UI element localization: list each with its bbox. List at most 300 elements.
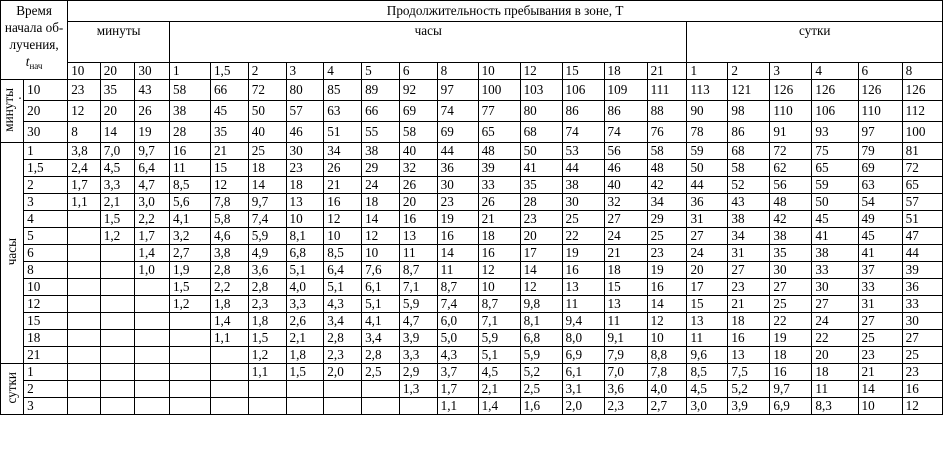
value-cell: 5,6: [170, 194, 211, 211]
value-cell: 2,5: [520, 381, 562, 398]
value-cell: 22: [770, 313, 812, 330]
value-cell: 36: [687, 194, 728, 211]
value-cell: 2,8: [210, 262, 248, 279]
value-cell: 30: [286, 143, 324, 160]
value-cell: 58: [399, 122, 437, 143]
value-cell: 45: [858, 228, 902, 245]
value-cell: [100, 245, 135, 262]
value-cell: 8,3: [812, 398, 858, 415]
value-cell: 44: [437, 143, 478, 160]
value-cell: 78: [687, 122, 728, 143]
value-cell: 9,7: [248, 194, 286, 211]
value-cell: 7,8: [647, 364, 687, 381]
value-cell: 24: [812, 313, 858, 330]
value-cell: 11: [399, 245, 437, 262]
value-cell: 44: [687, 177, 728, 194]
value-cell: 1,7: [68, 177, 101, 194]
value-cell: 126: [902, 80, 942, 101]
value-cell: 1,1: [248, 364, 286, 381]
value-cell: 72: [902, 160, 942, 177]
start-time-cell: 21: [24, 347, 68, 364]
value-cell: 31: [858, 296, 902, 313]
hour-col-header: 6: [399, 63, 437, 80]
value-cell: [170, 364, 211, 381]
value-cell: 13: [604, 296, 647, 313]
value-cell: 48: [647, 160, 687, 177]
value-cell: 113: [687, 80, 728, 101]
value-cell: 4,5: [478, 364, 520, 381]
start-time-cell: 18: [24, 330, 68, 347]
minute-col-header: 20: [100, 63, 135, 80]
value-cell: 12: [902, 398, 942, 415]
start-time-cell: 3: [24, 398, 68, 415]
value-cell: 1,3: [399, 381, 437, 398]
value-cell: 80: [520, 101, 562, 122]
value-cell: 35: [100, 80, 135, 101]
value-cell: [68, 330, 101, 347]
value-cell: 8,5: [324, 245, 362, 262]
start-time-cell: 15: [24, 313, 68, 330]
value-cell: [210, 381, 248, 398]
value-cell: 2,0: [324, 364, 362, 381]
value-cell: 65: [902, 177, 942, 194]
value-cell: 23: [286, 160, 324, 177]
value-cell: 97: [858, 122, 902, 143]
hours-group-header: часы: [170, 22, 687, 63]
value-cell: 2,9: [399, 364, 437, 381]
value-cell: 1,1: [210, 330, 248, 347]
value-cell: 1,5: [100, 211, 135, 228]
row-group-mark: .: [18, 86, 22, 102]
value-cell: 6,0: [437, 313, 478, 330]
value-cell: 20: [812, 347, 858, 364]
value-cell: [362, 398, 400, 415]
value-cell: 16: [399, 211, 437, 228]
value-cell: 9,8: [520, 296, 562, 313]
value-cell: 59: [812, 177, 858, 194]
value-cell: 13: [562, 279, 604, 296]
value-cell: 106: [812, 101, 858, 122]
table-row: [1, 364, 943, 381]
value-cell: 27: [604, 211, 647, 228]
value-cell: 1,5: [170, 279, 211, 296]
value-cell: [135, 330, 170, 347]
table-row: [1, 330, 943, 347]
start-time-cell: 30: [24, 122, 68, 143]
value-cell: 20: [687, 262, 728, 279]
value-cell: 11: [170, 160, 211, 177]
table-row: [1, 313, 943, 330]
table-row: [1, 262, 943, 279]
value-cell: 81: [902, 143, 942, 160]
value-cell: 23: [728, 279, 770, 296]
value-cell: 6,8: [520, 330, 562, 347]
value-cell: 26: [324, 160, 362, 177]
value-cell: 97: [437, 80, 478, 101]
value-cell: 18: [812, 364, 858, 381]
value-cell: [135, 313, 170, 330]
value-cell: 2,1: [478, 381, 520, 398]
value-cell: 2,3: [604, 398, 647, 415]
value-cell: 41: [858, 245, 902, 262]
value-cell: 68: [520, 122, 562, 143]
value-cell: 16: [478, 245, 520, 262]
hour-col-header: 18: [604, 63, 647, 80]
value-cell: 30: [812, 279, 858, 296]
value-cell: 5,1: [478, 347, 520, 364]
value-cell: 34: [728, 228, 770, 245]
value-cell: 91: [770, 122, 812, 143]
value-cell: [170, 313, 211, 330]
start-time-cell: 1: [24, 364, 68, 381]
value-cell: 4,3: [324, 296, 362, 313]
value-cell: 4,0: [286, 279, 324, 296]
value-cell: 23: [68, 80, 101, 101]
value-cell: [286, 381, 324, 398]
day-col-header: 6: [858, 63, 902, 80]
value-cell: 12: [520, 279, 562, 296]
value-cell: 90: [687, 101, 728, 122]
value-cell: 1,4: [210, 313, 248, 330]
value-cell: 23: [520, 211, 562, 228]
value-cell: 18: [728, 313, 770, 330]
value-cell: 6,1: [562, 364, 604, 381]
value-cell: 14: [437, 245, 478, 262]
value-cell: 3,3: [399, 347, 437, 364]
value-cell: 16: [647, 279, 687, 296]
table-row: [1, 296, 943, 313]
value-cell: 1,5: [248, 330, 286, 347]
value-cell: 18: [770, 347, 812, 364]
value-cell: 3,7: [437, 364, 478, 381]
value-cell: [210, 364, 248, 381]
value-cell: 8,7: [478, 296, 520, 313]
value-cell: 42: [647, 177, 687, 194]
value-cell: [100, 398, 135, 415]
value-cell: 9,1: [604, 330, 647, 347]
value-cell: 5,2: [728, 381, 770, 398]
value-cell: 38: [170, 101, 211, 122]
value-cell: 15: [687, 296, 728, 313]
value-cell: 2,3: [248, 296, 286, 313]
value-cell: 3,3: [286, 296, 324, 313]
hour-col-header: 4: [324, 63, 362, 80]
value-cell: [68, 262, 101, 279]
value-cell: [324, 398, 362, 415]
start-time-cell: 1: [24, 143, 68, 160]
value-cell: 16: [728, 330, 770, 347]
value-cell: 80: [286, 80, 324, 101]
value-cell: 21: [604, 245, 647, 262]
value-cell: 38: [362, 143, 400, 160]
value-cell: 63: [324, 101, 362, 122]
value-cell: 52: [728, 177, 770, 194]
value-cell: 4,7: [399, 313, 437, 330]
value-cell: [100, 364, 135, 381]
value-cell: [170, 330, 211, 347]
value-cell: 100: [902, 122, 942, 143]
minute-col-header: 10: [68, 63, 101, 80]
value-cell: 31: [687, 211, 728, 228]
value-cell: 2,8: [362, 347, 400, 364]
value-cell: 23: [858, 347, 902, 364]
value-cell: 5,2: [520, 364, 562, 381]
value-cell: [68, 398, 101, 415]
start-time-header-line: Время: [16, 3, 52, 18]
value-cell: 86: [604, 101, 647, 122]
value-cell: 126: [770, 80, 812, 101]
value-cell: 26: [399, 177, 437, 194]
start-time-symbol-letter: t: [25, 54, 30, 69]
value-cell: 7,1: [399, 279, 437, 296]
value-cell: 9,7: [135, 143, 170, 160]
value-cell: 23: [902, 364, 942, 381]
value-cell: 49: [858, 211, 902, 228]
value-cell: 43: [728, 194, 770, 211]
value-cell: 121: [728, 80, 770, 101]
value-cell: 5,1: [362, 296, 400, 313]
value-cell: 8: [68, 122, 101, 143]
value-cell: 37: [858, 262, 902, 279]
value-cell: 10: [286, 211, 324, 228]
value-cell: 13: [286, 194, 324, 211]
value-cell: 69: [858, 160, 902, 177]
value-cell: 5,0: [437, 330, 478, 347]
day-col-header: 4: [812, 63, 858, 80]
value-cell: 6,9: [770, 398, 812, 415]
value-cell: [68, 381, 101, 398]
table-row: [1, 80, 943, 101]
value-cell: 10: [362, 245, 400, 262]
value-cell: 5,1: [324, 279, 362, 296]
minutes-group-header: минуты: [68, 22, 170, 63]
value-cell: 1,2: [248, 347, 286, 364]
value-cell: 16: [437, 228, 478, 245]
value-cell: 7,9: [604, 347, 647, 364]
value-cell: 63: [858, 177, 902, 194]
value-cell: 3,4: [324, 313, 362, 330]
value-cell: 10: [478, 279, 520, 296]
value-cell: 35: [520, 177, 562, 194]
value-cell: 2,2: [210, 279, 248, 296]
value-cell: 20: [399, 194, 437, 211]
value-cell: 111: [647, 80, 687, 101]
value-cell: 51: [902, 211, 942, 228]
value-cell: 66: [362, 101, 400, 122]
value-cell: 12: [362, 228, 400, 245]
value-cell: 46: [604, 160, 647, 177]
value-cell: [210, 398, 248, 415]
value-cell: 26: [478, 194, 520, 211]
value-cell: 85: [324, 80, 362, 101]
table-row: [1, 211, 943, 228]
value-cell: [399, 398, 437, 415]
value-cell: 7,4: [437, 296, 478, 313]
start-time-symbol-subscript: нач: [29, 61, 43, 71]
value-cell: 7,0: [100, 143, 135, 160]
value-cell: 15: [210, 160, 248, 177]
value-cell: 1,2: [170, 296, 211, 313]
value-cell: [68, 364, 101, 381]
value-cell: [135, 296, 170, 313]
value-cell: 6,4: [324, 262, 362, 279]
value-cell: 5,1: [286, 262, 324, 279]
value-cell: 27: [770, 279, 812, 296]
value-cell: 112: [902, 101, 942, 122]
start-time-cell: 10: [24, 80, 68, 101]
value-cell: 8,0: [562, 330, 604, 347]
value-cell: 23: [437, 194, 478, 211]
value-cell: 28: [170, 122, 211, 143]
value-cell: 19: [135, 122, 170, 143]
value-cell: 27: [812, 296, 858, 313]
value-cell: 1,0: [135, 262, 170, 279]
value-cell: 5,9: [520, 347, 562, 364]
value-cell: 3,0: [135, 194, 170, 211]
value-cell: 32: [604, 194, 647, 211]
value-cell: 50: [687, 160, 728, 177]
value-cell: 14: [647, 296, 687, 313]
value-cell: 24: [687, 245, 728, 262]
value-cell: 11: [562, 296, 604, 313]
value-cell: 88: [647, 101, 687, 122]
value-cell: 69: [399, 101, 437, 122]
start-time-cell: 2: [24, 381, 68, 398]
value-cell: 45: [812, 211, 858, 228]
value-cell: 4,7: [135, 177, 170, 194]
value-cell: 3,8: [210, 245, 248, 262]
start-time-symbol: [4, 53, 64, 75]
value-cell: 57: [902, 194, 942, 211]
value-cell: 51: [324, 122, 362, 143]
day-col-header: 8: [902, 63, 942, 80]
value-cell: 11: [604, 313, 647, 330]
value-cell: 6,4: [135, 160, 170, 177]
value-cell: 2,8: [248, 279, 286, 296]
value-cell: 42: [770, 211, 812, 228]
value-cell: 1,1: [68, 194, 101, 211]
table-row: [1, 143, 943, 160]
value-cell: [170, 381, 211, 398]
hour-col-header: 8: [437, 63, 478, 80]
value-cell: 20: [520, 228, 562, 245]
value-cell: 25: [858, 330, 902, 347]
value-cell: 10: [647, 330, 687, 347]
value-cell: 2,5: [362, 364, 400, 381]
row-group-label: [1, 80, 24, 143]
day-col-header: 2: [728, 63, 770, 80]
value-cell: 32: [399, 160, 437, 177]
table-row: [1, 279, 943, 296]
value-cell: 25: [647, 228, 687, 245]
value-cell: 5,9: [478, 330, 520, 347]
value-cell: 76: [647, 122, 687, 143]
value-cell: 4,6: [210, 228, 248, 245]
value-cell: [100, 313, 135, 330]
value-cell: [135, 364, 170, 381]
value-cell: 18: [248, 160, 286, 177]
value-cell: 27: [728, 262, 770, 279]
value-cell: 47: [902, 228, 942, 245]
value-cell: 7,5: [728, 364, 770, 381]
value-cell: 1,8: [248, 313, 286, 330]
hour-col-header: 10: [478, 63, 520, 80]
value-cell: 53: [562, 143, 604, 160]
value-cell: 48: [478, 143, 520, 160]
value-cell: [68, 347, 101, 364]
value-cell: 20: [100, 101, 135, 122]
value-cell: 11: [437, 262, 478, 279]
value-cell: 35: [210, 122, 248, 143]
value-cell: 92: [399, 80, 437, 101]
value-cell: 6,8: [286, 245, 324, 262]
value-cell: 77: [478, 101, 520, 122]
value-cell: 100: [478, 80, 520, 101]
row-group-label: [1, 364, 24, 415]
value-cell: [170, 398, 211, 415]
value-cell: 4,1: [170, 211, 211, 228]
value-cell: 1,6: [520, 398, 562, 415]
value-cell: 16: [562, 262, 604, 279]
table-row: [1, 245, 943, 262]
value-cell: 2,4: [68, 160, 101, 177]
value-cell: 3,1: [562, 381, 604, 398]
value-cell: 12: [647, 313, 687, 330]
value-cell: 33: [478, 177, 520, 194]
value-cell: [135, 381, 170, 398]
value-cell: 46: [286, 122, 324, 143]
value-cell: 17: [687, 279, 728, 296]
value-cell: 14: [362, 211, 400, 228]
header-row-title: [1, 1, 943, 22]
value-cell: 2,7: [170, 245, 211, 262]
table-row: [1, 194, 943, 211]
value-cell: 1,1: [437, 398, 478, 415]
value-cell: 50: [248, 101, 286, 122]
value-cell: 38: [770, 228, 812, 245]
value-cell: 21: [858, 364, 902, 381]
value-cell: 36: [437, 160, 478, 177]
value-cell: 8,7: [437, 279, 478, 296]
value-cell: 27: [858, 313, 902, 330]
value-cell: 4,5: [687, 381, 728, 398]
value-cell: 1,9: [170, 262, 211, 279]
value-cell: 25: [770, 296, 812, 313]
value-cell: 7,4: [248, 211, 286, 228]
value-cell: 74: [437, 101, 478, 122]
start-time-cell: 6: [24, 245, 68, 262]
value-cell: 16: [324, 194, 362, 211]
row-group-label-text: часы: [4, 237, 20, 266]
value-cell: 2,7: [647, 398, 687, 415]
value-cell: 103: [520, 80, 562, 101]
value-cell: 33: [812, 262, 858, 279]
value-cell: 59: [687, 143, 728, 160]
value-cell: 1,7: [135, 228, 170, 245]
value-cell: 3,6: [248, 262, 286, 279]
value-cell: [68, 296, 101, 313]
value-cell: 12: [68, 101, 101, 122]
value-cell: 1,8: [210, 296, 248, 313]
value-cell: 17: [520, 245, 562, 262]
value-cell: 38: [562, 177, 604, 194]
value-cell: 22: [562, 228, 604, 245]
value-cell: [100, 347, 135, 364]
table-row: [1, 101, 943, 122]
value-cell: 6,1: [362, 279, 400, 296]
value-cell: 54: [858, 194, 902, 211]
value-cell: 24: [362, 177, 400, 194]
